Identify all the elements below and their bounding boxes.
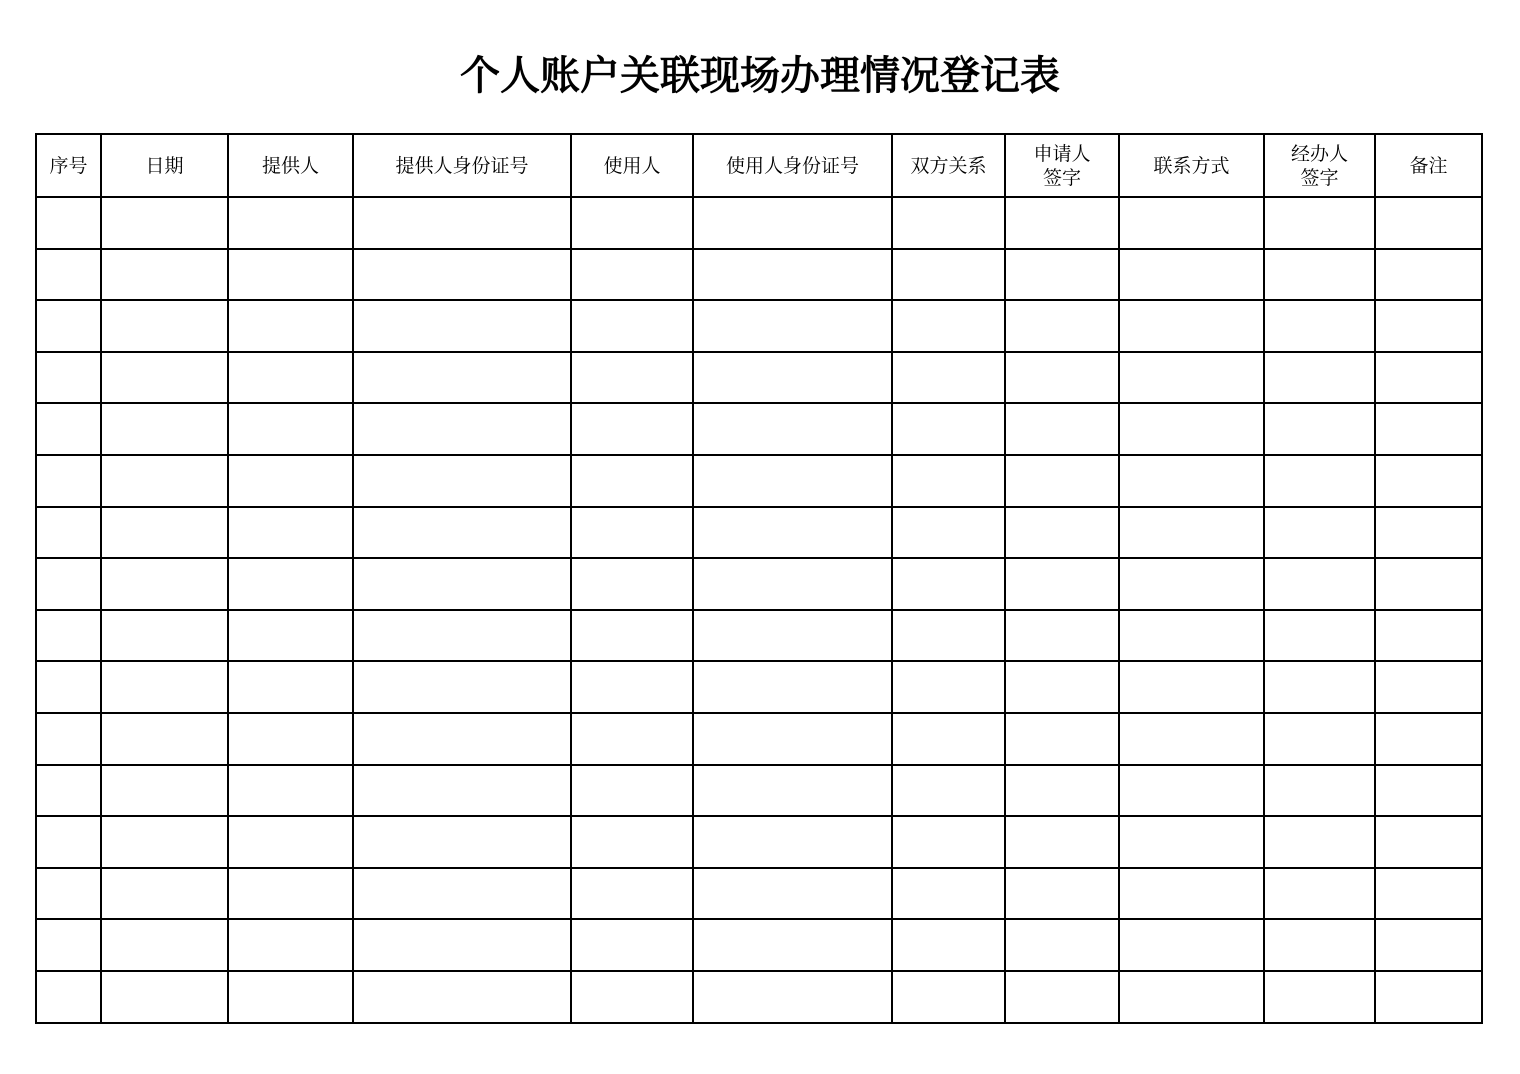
table-cell[interactable] [693,352,892,404]
header-relationship: 双方关系 [892,134,1005,197]
table-row [36,249,1482,301]
table-cell[interactable] [1375,403,1482,455]
table-row [36,661,1482,713]
table-cell[interactable] [228,197,353,249]
table-cell[interactable] [353,919,571,971]
table-cell[interactable] [1375,558,1482,610]
table-cell[interactable] [693,403,892,455]
table-cell[interactable] [1375,765,1482,817]
table-cell[interactable] [36,249,101,301]
table-cell[interactable] [1005,455,1119,507]
table-cell[interactable] [228,919,353,971]
table-cell[interactable] [353,403,571,455]
header-user-id-number: 使用人身份证号 [693,134,892,197]
table-row [36,352,1482,404]
table-cell[interactable] [1375,300,1482,352]
table-cell[interactable] [353,765,571,817]
table-cell[interactable] [892,816,1005,868]
table-cell[interactable] [36,713,101,765]
table-cell[interactable] [353,661,571,713]
table-cell[interactable] [571,507,693,559]
table-cell[interactable] [1005,610,1119,662]
table-row [36,919,1482,971]
table-cell[interactable] [228,507,353,559]
table-cell[interactable] [571,455,693,507]
table-cell[interactable] [228,971,353,1023]
table-cell[interactable] [1005,507,1119,559]
table-cell[interactable] [1375,197,1482,249]
table-cell[interactable] [1264,403,1375,455]
table-cell[interactable] [571,610,693,662]
table-cell[interactable] [892,507,1005,559]
table-cell[interactable] [1264,249,1375,301]
table-cell[interactable] [1264,816,1375,868]
table-cell[interactable] [1005,352,1119,404]
table-cell[interactable] [353,507,571,559]
table-cell[interactable] [1005,403,1119,455]
table-cell[interactable] [228,610,353,662]
table-cell[interactable] [353,455,571,507]
table-cell[interactable] [1119,816,1264,868]
table-cell[interactable] [36,455,101,507]
header-date: 日期 [101,134,228,197]
table-cell[interactable] [892,919,1005,971]
table-cell[interactable] [571,868,693,920]
table-cell[interactable] [693,455,892,507]
table-cell[interactable] [693,507,892,559]
table-cell[interactable] [693,197,892,249]
table-cell[interactable] [693,765,892,817]
table-row [36,610,1482,662]
table-cell[interactable] [101,971,228,1023]
table-cell[interactable] [1119,507,1264,559]
table-cell[interactable] [36,816,101,868]
table-cell[interactable] [1005,765,1119,817]
table-cell[interactable] [36,352,101,404]
table-cell[interactable] [1264,352,1375,404]
table-cell[interactable] [101,455,228,507]
table-cell[interactable] [101,868,228,920]
table-cell[interactable] [1005,868,1119,920]
table-cell[interactable] [1119,300,1264,352]
table-cell[interactable] [1264,713,1375,765]
table-cell[interactable] [693,919,892,971]
table-cell[interactable] [353,352,571,404]
table-cell[interactable] [101,558,228,610]
table-cell[interactable] [1005,197,1119,249]
table-cell[interactable] [228,352,353,404]
table-cell[interactable] [1264,765,1375,817]
table-cell[interactable] [36,868,101,920]
header-user: 使用人 [571,134,693,197]
table-cell[interactable] [353,300,571,352]
table-cell[interactable] [228,816,353,868]
table-cell[interactable] [101,352,228,404]
table-cell[interactable] [892,713,1005,765]
header-handler-signature: 经办人 签字 [1264,134,1375,197]
table-row [36,558,1482,610]
table-cell[interactable] [1119,455,1264,507]
table-cell[interactable] [1005,713,1119,765]
table-cell[interactable] [1375,249,1482,301]
table-cell[interactable] [228,455,353,507]
table-cell[interactable] [571,249,693,301]
table-row [36,765,1482,817]
table-cell[interactable] [36,610,101,662]
table-cell[interactable] [228,765,353,817]
table-cell[interactable] [571,558,693,610]
table-cell[interactable] [693,713,892,765]
table-cell[interactable] [36,661,101,713]
table-cell[interactable] [571,713,693,765]
table-cell[interactable] [892,197,1005,249]
table-cell[interactable] [1119,765,1264,817]
table-cell[interactable] [1119,919,1264,971]
table-cell[interactable] [693,816,892,868]
table-cell[interactable] [228,300,353,352]
header-contact-info: 联系方式 [1119,134,1264,197]
table-cell[interactable] [693,868,892,920]
table-cell[interactable] [571,816,693,868]
table-cell[interactable] [1375,868,1482,920]
table-row [36,713,1482,765]
table-cell[interactable] [892,971,1005,1023]
table-cell[interactable] [571,352,693,404]
table-cell[interactable] [101,661,228,713]
table-cell[interactable] [1375,661,1482,713]
table-cell[interactable] [101,610,228,662]
table-row [36,507,1482,559]
table-cell[interactable] [1119,352,1264,404]
table-cell[interactable] [101,403,228,455]
table-cell[interactable] [1119,713,1264,765]
table-cell[interactable] [892,610,1005,662]
table-cell[interactable] [36,919,101,971]
table-cell[interactable] [1005,661,1119,713]
table-cell[interactable] [36,300,101,352]
table-cell[interactable] [892,403,1005,455]
table-row [36,300,1482,352]
table-cell[interactable] [892,249,1005,301]
table-cell[interactable] [101,197,228,249]
table-cell[interactable] [1119,868,1264,920]
table-cell[interactable] [892,558,1005,610]
table-cell[interactable] [1375,455,1482,507]
header-serial-number: 序号 [36,134,101,197]
table-cell[interactable] [1375,919,1482,971]
form-title: 个人账户关联现场办理情况登记表 [460,52,1060,99]
table-cell[interactable] [1005,816,1119,868]
table-cell[interactable] [101,249,228,301]
table-cell[interactable] [892,868,1005,920]
table-cell[interactable] [1264,455,1375,507]
table-cell[interactable] [1005,300,1119,352]
table-cell[interactable] [1375,507,1482,559]
table-cell[interactable] [1119,558,1264,610]
table-cell[interactable] [1375,971,1482,1023]
table-cell[interactable] [1264,610,1375,662]
table-body [36,197,1482,1023]
table-cell[interactable] [571,300,693,352]
table-cell[interactable] [1264,868,1375,920]
table-cell[interactable] [571,403,693,455]
table-cell[interactable] [228,249,353,301]
table-cell[interactable] [693,300,892,352]
table-cell[interactable] [571,197,693,249]
table-cell[interactable] [1264,300,1375,352]
table-cell[interactable] [1119,971,1264,1023]
table-row [36,868,1482,920]
table-cell[interactable] [101,713,228,765]
table-cell[interactable] [693,971,892,1023]
table-cell[interactable] [1264,197,1375,249]
table-cell[interactable] [1375,352,1482,404]
table-cell[interactable] [1375,610,1482,662]
table-cell[interactable] [1375,713,1482,765]
header-provider: 提供人 [228,134,353,197]
table-cell[interactable] [353,610,571,662]
table-header-row [36,134,1482,197]
table-cell[interactable] [1119,197,1264,249]
table-cell[interactable] [353,558,571,610]
table-cell[interactable] [1005,558,1119,610]
table-cell[interactable] [1119,403,1264,455]
table-cell[interactable] [892,765,1005,817]
table-cell[interactable] [892,661,1005,713]
table-cell[interactable] [571,971,693,1023]
table-cell[interactable] [101,816,228,868]
table-cell[interactable] [1119,661,1264,713]
table-cell[interactable] [892,455,1005,507]
table-cell[interactable] [1119,610,1264,662]
table-cell[interactable] [353,816,571,868]
table-cell[interactable] [892,352,1005,404]
table-cell[interactable] [36,197,101,249]
header-remarks: 备注 [1375,134,1482,197]
header-provider-id-number: 提供人身份证号 [353,134,571,197]
table-cell[interactable] [36,403,101,455]
table-cell[interactable] [353,197,571,249]
table-cell[interactable] [693,661,892,713]
table-cell[interactable] [571,919,693,971]
table-cell[interactable] [1264,661,1375,713]
table-cell[interactable] [228,661,353,713]
table-cell[interactable] [36,765,101,817]
table-cell[interactable] [228,558,353,610]
table-cell[interactable] [1005,249,1119,301]
table-cell[interactable] [1375,816,1482,868]
table-cell[interactable] [892,300,1005,352]
table-cell[interactable] [101,300,228,352]
table-cell[interactable] [571,661,693,713]
table-row [36,197,1482,249]
table-cell[interactable] [36,558,101,610]
table-cell[interactable] [353,249,571,301]
table-cell[interactable] [36,971,101,1023]
table-cell[interactable] [353,713,571,765]
header-applicant-signature: 申请人 签字 [1005,134,1119,197]
table-cell[interactable] [353,971,571,1023]
table-cell[interactable] [1264,507,1375,559]
table-cell[interactable] [571,765,693,817]
table-cell[interactable] [1264,558,1375,610]
table-cell[interactable] [353,868,571,920]
table-cell[interactable] [693,249,892,301]
table-cell[interactable] [101,507,228,559]
table-cell[interactable] [101,765,228,817]
table-row [36,403,1482,455]
table-cell[interactable] [1005,919,1119,971]
table-cell[interactable] [228,403,353,455]
table-cell[interactable] [101,919,228,971]
table-cell[interactable] [1264,919,1375,971]
table-row [36,971,1482,1023]
table-cell[interactable] [36,507,101,559]
table-cell[interactable] [228,868,353,920]
table-row [36,816,1482,868]
table-cell[interactable] [693,558,892,610]
table-cell[interactable] [1005,971,1119,1023]
table-cell[interactable] [1264,971,1375,1023]
table-cell[interactable] [228,713,353,765]
registration-table [35,133,1483,1024]
table-cell[interactable] [693,610,892,662]
table-cell[interactable] [1119,249,1264,301]
table-row [36,455,1482,507]
